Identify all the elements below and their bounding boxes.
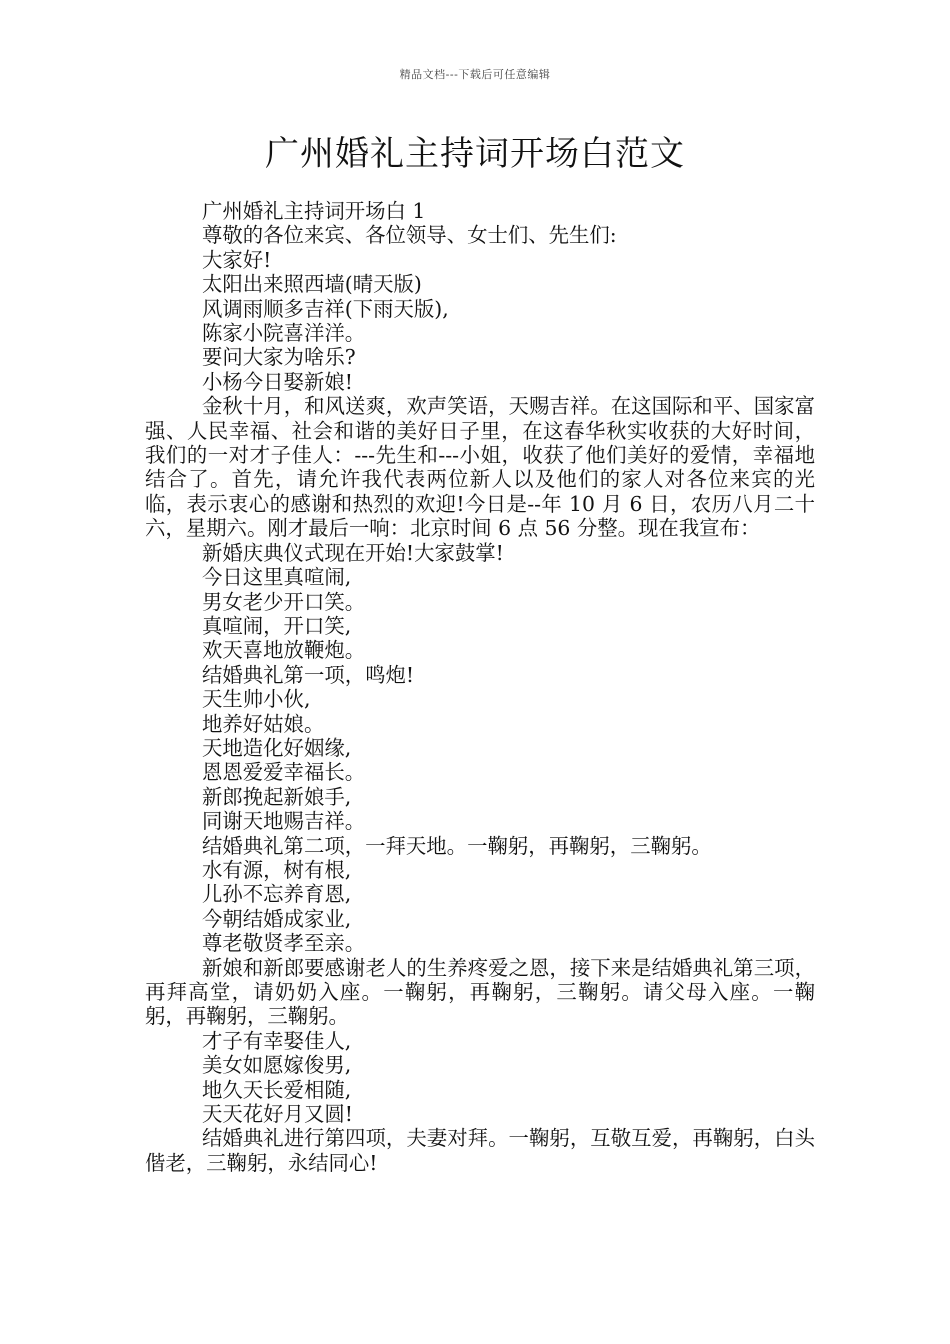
paragraph: 天天花好月又圆! xyxy=(202,1102,353,1127)
paragraph: 地养好姑娘。 xyxy=(202,711,325,736)
paragraph: 男女老少开口笑。 xyxy=(202,589,366,614)
paragraph: 天地造化好姻缘, xyxy=(202,735,352,760)
paragraph: 结婚典礼第二项，一拜天地。一鞠躬，再鞠躬，三鞠躬。 xyxy=(202,833,712,858)
document-body xyxy=(145,199,815,1175)
paragraph: 儿孙不忘养育恩, xyxy=(202,882,352,907)
paragraph: 风调雨顺多吉祥(下雨天版), xyxy=(202,296,449,321)
paragraph: 要问大家为啥乐? xyxy=(202,345,356,370)
paragraph: 今朝结婚成家业, xyxy=(202,906,352,931)
paragraph: 金秋十月，和风送爽，欢声笑语，天赐吉祥。在这国际和平、国家富强、人民幸福、社会和谐的美好日子里，在这春华秋实收获的大好时间，我们的一对才子佳人：---先生和---小姐，收获了他们美好的爱情，幸福地结合了。首先，请允许我代表两位新人以及他们的家人对各位来宾的光临，表示衷心的感谢和热烈的欢迎!今日是--年 10 月 6 日，农历八月二十六，星期六。刚才最后一响：北京时间 6 点 56 分整。现在我宣布： xyxy=(145,394,815,541)
paragraph: 地久天长爱相随, xyxy=(202,1077,352,1102)
paragraph: 今日这里真喧闹, xyxy=(202,565,352,590)
paragraph: 陈家小院喜洋洋。 xyxy=(202,321,366,346)
document-title: 广州婚礼主持词开场白范文 xyxy=(265,134,685,174)
header-note: 精品文档---下载后可任意编辑 xyxy=(399,68,551,81)
paragraph: 尊敬的各位来宾、各位领导、女士们、先生们: xyxy=(202,223,617,248)
paragraph: 真喧闹，开口笑, xyxy=(202,613,352,638)
paragraph: 同谢天地赐吉祥。 xyxy=(202,809,366,834)
paragraph: 新娘和新郎要感谢老人的生养疼爱之恩，接下来是结婚典礼第三项，再拜高堂，请奶奶入座。一鞠躬，再鞠躬，三鞠躬。请父母入座。一鞠躬，再鞠躬，三鞠躬。 xyxy=(145,955,815,1029)
paragraph: 新郎挽起新娘手, xyxy=(202,784,352,809)
paragraph: 结婚典礼第一项，鸣炮! xyxy=(202,662,415,687)
paragraph: 天生帅小伙, xyxy=(202,687,311,712)
paragraph: 欢天喜地放鞭炮。 xyxy=(202,638,366,663)
paragraph: 小杨今日娶新娘! xyxy=(202,369,353,394)
paragraph: 新婚庆典仪式现在开始!大家鼓掌! xyxy=(202,540,504,565)
paragraph-subtitle: 广州婚礼主持词开场白 1 xyxy=(202,199,426,223)
paragraph: 恩恩爱爱幸福长。 xyxy=(202,760,366,785)
paragraph: 大家好! xyxy=(202,247,272,272)
paragraph: 水有源，树有根, xyxy=(202,857,352,882)
paragraph: 太阳出来照西墙(晴天版) xyxy=(202,272,422,297)
paragraph: 尊老敬贤孝至亲。 xyxy=(202,931,366,956)
paragraph: 才子有幸娶佳人, xyxy=(202,1028,352,1053)
paragraph: 结婚典礼进行第四项，夫妻对拜。一鞠躬，互敬互爱，再鞠躬，白头偕老，三鞠躬，永结同心! xyxy=(145,1126,815,1175)
paragraph: 美女如愿嫁俊男, xyxy=(202,1053,352,1078)
